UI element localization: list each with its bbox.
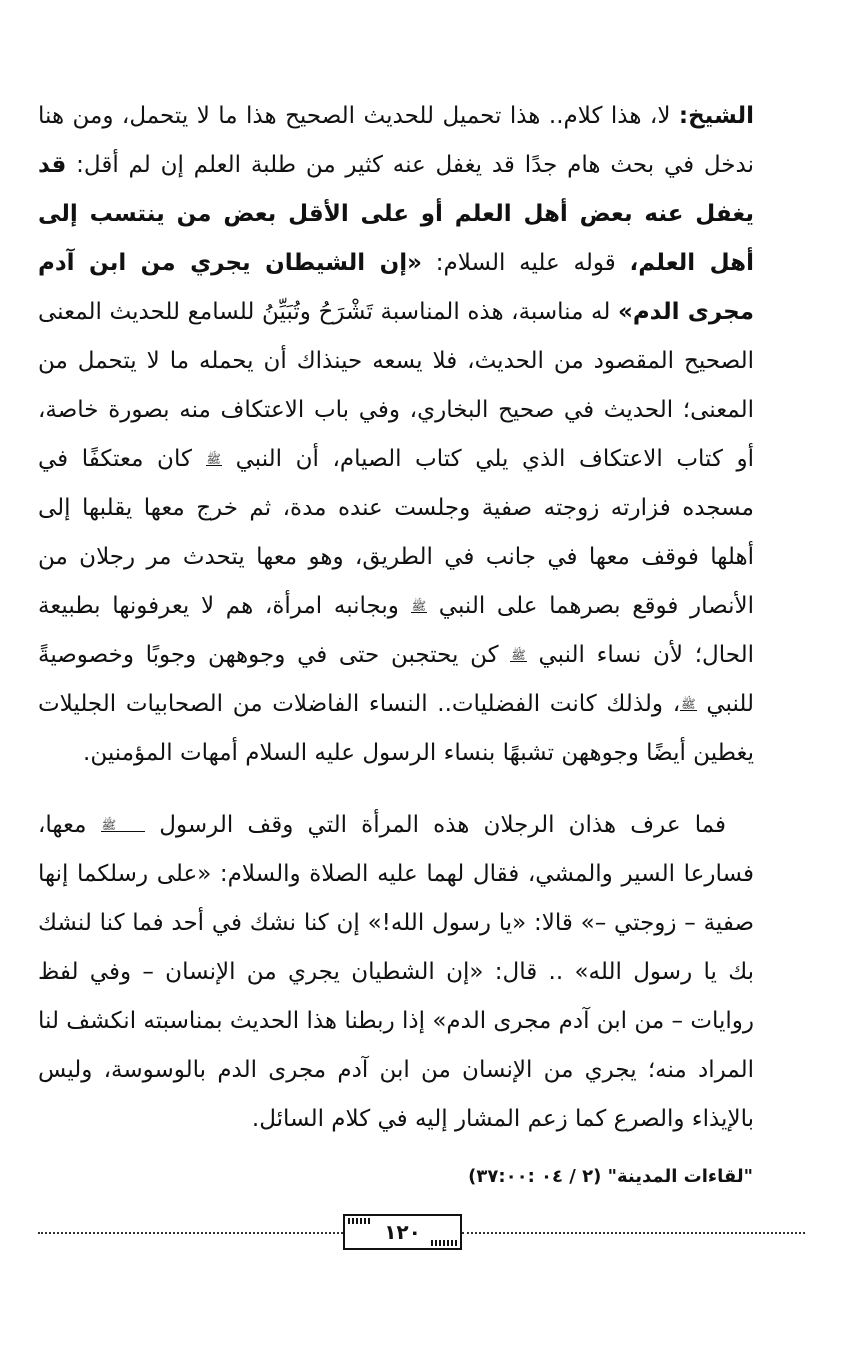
paragraph-2-segment-1: فما عرف هذان الرجلان هذه المرأة التي وقف الرسول [159,812,727,838]
paragraph-1-segment-3: قوله عليه السلام: [435,250,616,276]
page-number: ١٢٠ [384,1220,421,1244]
paragraph-1-segment-6: كان معتكفًا في مسجده فزارته زوجته صفية وجلست عنده مدة، ثم خرج معها يقلبها إلى أهلها فوقف معها في جانب في الطريق، وهو معها يتحدث مر رجلان من الأنصار فوقع بصرهما على النبي [38,446,755,619]
honorific-glyph: ﷺ [206,452,221,466]
paragraph-1-segment-5: له مناسبة، هذه المناسبة تَشْرَحُ وتُبَيِّنُ للسامع للحديث المعنى الصحيح المقصود من الحديث، فلا يسعه حينذاك أن يحمله ما لا يتحمل من المعنى؛ الحديث في صحيح البخاري، وفي باب الاعتكاف منه بصورة خاصة، أو كتاب الاعتكاف الذي يلي كتاب الصيام، أن النبي [38,299,754,472]
footer-divider-right [462,1232,805,1234]
hadith-quote: «إن الشيطان يجري من ابن آدم مجرى الدم» [38,250,754,325]
honorific-glyph: ﷺ [681,697,696,711]
source-reference: "لقاءات المدينة" (٢ / ٠٤ :٣٧:٠٠) [468,1166,753,1187]
paragraph-2 [38,801,754,1144]
honorific-glyph: ﷺ [411,599,427,613]
paragraph-1-segment-1: لا، هذا كلام.. هذا تحميل للحديث الصحيح هذا ما لا يتحمل، ومن هنا ندخل في بحث هام جدًا قد يغفل عنه كثير من طلبة العلم إن لم أقل: [38,103,754,178]
honorific-glyph: ﷺ [101,819,146,832]
paragraph-1-segment-8: كن يحتجبن حتى في وجوههن وجوبًا وخصوصيةً للنبي [38,642,755,717]
paragraph-1-segment-2: قد يغفل عنه بعض أهل العلم أو على الأقل بعض من ينتسب إلى أهل العلم، [38,152,755,276]
footer-divider-left [38,1232,343,1234]
honorific-glyph: ﷺ [511,648,526,662]
paragraph-2-segment-2: معها، فسارعا السير والمشي، فقال لهما عليه الصلاة والسلام: «على رسلكما إنها صفية – زوجتي –» قالا: «يا رسول الله!» إن كنا نشك في أحد فما كنا لنشك بك يا رسول الله» .. قال: «إن الشطيان يجري من الإنسان – وفي لفظ روايات – من ابن آدم مجرى الدم» إذا ربطنا هذا الحديث بمناسبته انكشف لنا المراد منه؛ يجري من الإنسان من ابن آدم مجرى الدم بالوسوسة، وليس بالإيذاء والصرع كما زعم المشار إليه في كلام السائل. [38,812,754,1132]
paragraph-1-segment-7: وبجانبه امرأة، هم لا يعرفونها بطبيعة الحال؛ لأن نساء النبي [38,593,754,668]
page-number-frame [343,1214,462,1250]
speaker-label: الشيخ: [678,103,754,129]
paragraph-1 [38,92,754,778]
paragraph-1-segment-9: ، ولذلك كانت الفضليات.. النساء الفاضلات من الصحابيات الجليلات يغطين أيضًا وجوههن تشبهًا بنساء الرسول عليه السلام أمهات المؤمنين. [38,691,754,766]
